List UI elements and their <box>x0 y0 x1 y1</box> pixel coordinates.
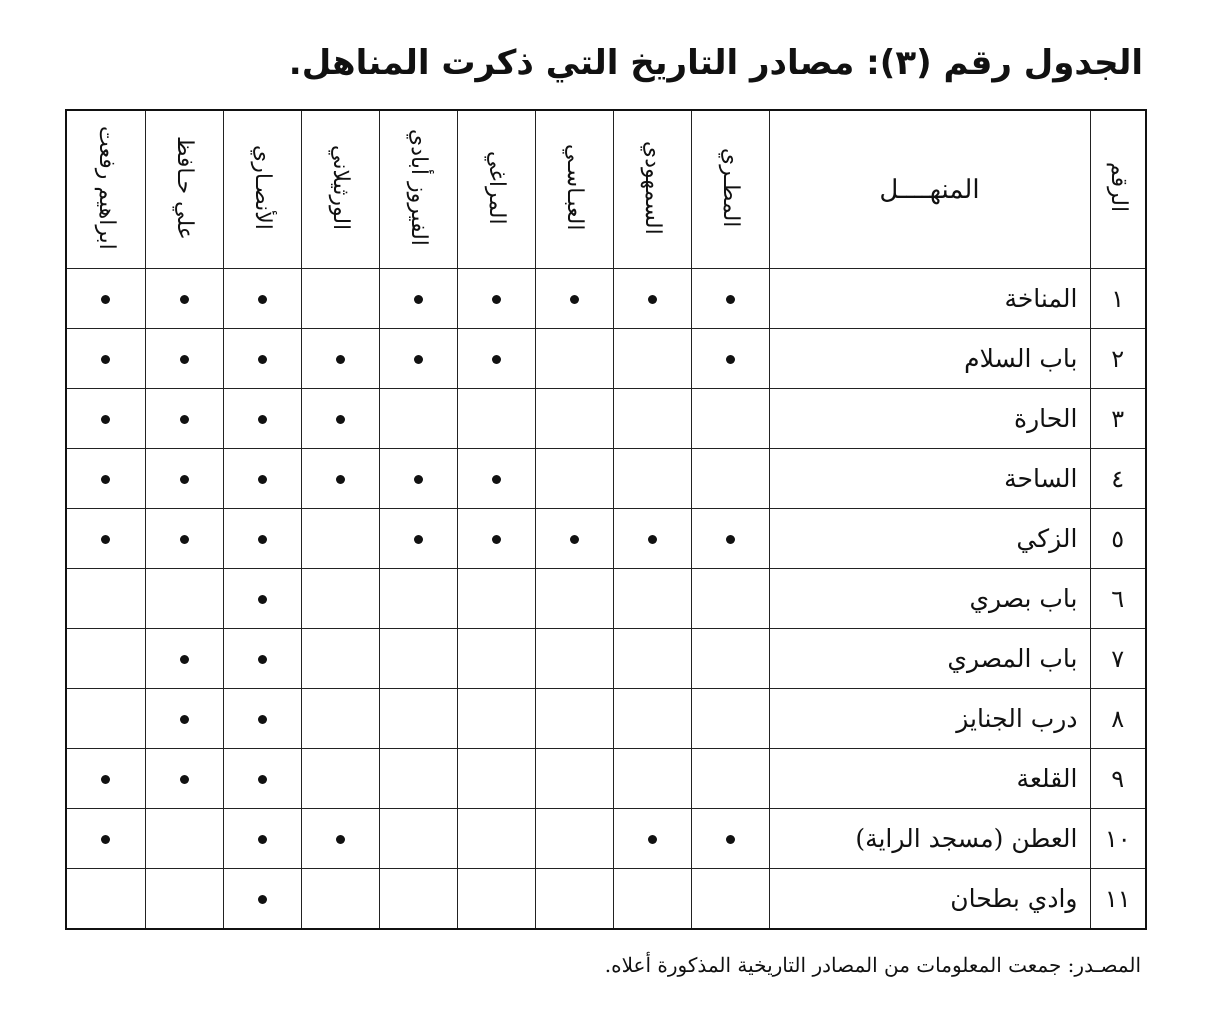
row-number: ٩ <box>1090 749 1146 809</box>
table-row <box>66 569 1146 629</box>
row-name: الساحة <box>769 449 1090 509</box>
mark-cell <box>691 869 769 930</box>
table-row <box>66 509 1146 569</box>
mark-cell <box>223 689 301 749</box>
mark-cell <box>457 689 535 749</box>
table-row <box>66 749 1146 809</box>
row-name: القلعة <box>769 749 1090 809</box>
bullet-mark <box>258 475 267 484</box>
table-row <box>66 689 1146 749</box>
mark-cell <box>613 329 691 389</box>
row-number: ١ <box>1090 269 1146 329</box>
mark-cell <box>223 449 301 509</box>
mark-cell <box>223 809 301 869</box>
mark-cell <box>535 749 613 809</box>
header-source <box>379 110 457 269</box>
mark-cell <box>535 389 613 449</box>
bullet-mark <box>336 835 345 844</box>
header-source <box>613 110 691 269</box>
mark-cell <box>223 569 301 629</box>
mark-cell <box>613 389 691 449</box>
mark-cell <box>379 869 457 930</box>
mark-cell <box>223 749 301 809</box>
mark-cell <box>613 269 691 329</box>
table-row <box>66 869 1146 930</box>
row-name: وادي بطحان <box>769 869 1090 930</box>
bullet-mark <box>258 715 267 724</box>
mark-cell <box>379 689 457 749</box>
bullet-mark <box>180 655 189 664</box>
mark-cell <box>535 689 613 749</box>
mark-cell <box>66 869 145 930</box>
mark-cell <box>613 869 691 930</box>
table-row <box>66 629 1146 689</box>
bullet-mark <box>101 355 110 364</box>
bullet-mark <box>258 295 267 304</box>
bullet-mark <box>492 355 501 364</box>
mark-cell <box>457 509 535 569</box>
mark-cell <box>535 629 613 689</box>
mark-cell <box>66 689 145 749</box>
mark-cell <box>301 269 379 329</box>
table-row <box>66 329 1146 389</box>
bullet-mark <box>258 535 267 544</box>
bullet-mark <box>258 895 267 904</box>
bullet-mark <box>648 535 657 544</box>
bullet-mark <box>336 415 345 424</box>
bullet-mark <box>414 295 423 304</box>
mark-cell <box>301 329 379 389</box>
row-name: الزكي <box>769 509 1090 569</box>
mark-cell <box>223 329 301 389</box>
bullet-mark <box>180 775 189 784</box>
mark-cell <box>457 269 535 329</box>
mark-cell <box>535 329 613 389</box>
header-source-label: السمهودي <box>640 140 665 235</box>
mark-cell <box>301 629 379 689</box>
mark-cell <box>301 389 379 449</box>
mark-cell <box>66 809 145 869</box>
bullet-mark <box>492 535 501 544</box>
sources-table <box>65 109 1147 930</box>
mark-cell <box>457 449 535 509</box>
bullet-mark <box>492 295 501 304</box>
table-body <box>66 269 1146 930</box>
bullet-mark <box>180 475 189 484</box>
mark-cell <box>457 749 535 809</box>
bullet-mark <box>726 355 735 364</box>
row-name: المناخة <box>769 269 1090 329</box>
bullet-mark <box>414 475 423 484</box>
mark-cell <box>457 869 535 930</box>
table-row <box>66 809 1146 869</box>
mark-cell <box>66 269 145 329</box>
mark-cell <box>691 689 769 749</box>
mark-cell <box>301 869 379 930</box>
header-number-label: الرقم <box>1105 162 1131 213</box>
bullet-mark <box>101 775 110 784</box>
mark-cell <box>223 389 301 449</box>
table-row <box>66 449 1146 509</box>
mark-cell <box>145 629 223 689</box>
mark-cell <box>379 809 457 869</box>
mark-cell <box>223 269 301 329</box>
bullet-mark <box>258 355 267 364</box>
mark-cell <box>379 749 457 809</box>
row-number: ١١ <box>1090 869 1146 930</box>
header-row <box>66 110 1146 269</box>
mark-cell <box>66 749 145 809</box>
header-source-label: الورثيلاني <box>328 144 353 231</box>
row-number: ٨ <box>1090 689 1146 749</box>
mark-cell <box>535 809 613 869</box>
mark-cell <box>223 629 301 689</box>
mark-cell <box>613 689 691 749</box>
row-name: العطن (مسجد الراية) <box>769 809 1090 869</box>
mark-cell <box>613 629 691 689</box>
mark-cell <box>66 449 145 509</box>
mark-cell <box>691 809 769 869</box>
bullet-mark <box>180 715 189 724</box>
bullet-mark <box>101 835 110 844</box>
mark-cell <box>145 749 223 809</box>
bullet-mark <box>336 355 345 364</box>
mark-cell <box>145 389 223 449</box>
header-source <box>145 110 223 269</box>
mark-cell <box>379 449 457 509</box>
row-number: ٥ <box>1090 509 1146 569</box>
mark-cell <box>223 509 301 569</box>
mark-cell <box>145 329 223 389</box>
mark-cell <box>535 449 613 509</box>
mark-cell <box>66 509 145 569</box>
row-name: باب المصري <box>769 629 1090 689</box>
header-source-label: ابراهيم رفعت <box>93 125 119 250</box>
mark-cell <box>301 749 379 809</box>
mark-cell <box>301 689 379 749</box>
header-source-label: علي حـافظ <box>172 135 197 240</box>
mark-cell <box>457 389 535 449</box>
mark-cell <box>613 449 691 509</box>
bullet-mark <box>180 535 189 544</box>
bullet-mark <box>258 415 267 424</box>
bullet-mark <box>180 295 189 304</box>
row-number: ٣ <box>1090 389 1146 449</box>
header-source <box>66 110 145 269</box>
mark-cell <box>613 569 691 629</box>
bullet-mark <box>336 475 345 484</box>
row-number: ٧ <box>1090 629 1146 689</box>
mark-cell <box>691 449 769 509</box>
bullet-mark <box>258 595 267 604</box>
bullet-mark <box>101 475 110 484</box>
header-source-label: المراغي <box>484 150 509 225</box>
header-source-label: الفيروز أبادي <box>406 129 431 246</box>
bullet-mark <box>258 655 267 664</box>
bullet-mark <box>101 295 110 304</box>
mark-cell <box>691 629 769 689</box>
mark-cell <box>301 509 379 569</box>
mark-cell <box>535 569 613 629</box>
mark-cell <box>691 749 769 809</box>
mark-cell <box>379 389 457 449</box>
header-source-label: الأنصـاري <box>250 145 275 230</box>
mark-cell <box>301 809 379 869</box>
table-row <box>66 389 1146 449</box>
bullet-mark <box>570 535 579 544</box>
mark-cell <box>535 509 613 569</box>
bullet-mark <box>492 475 501 484</box>
mark-cell <box>379 269 457 329</box>
header-source <box>457 110 535 269</box>
bullet-mark <box>414 535 423 544</box>
row-number: ٤ <box>1090 449 1146 509</box>
header-source-label: المطـري <box>718 147 743 228</box>
bullet-mark <box>180 355 189 364</box>
mark-cell <box>535 269 613 329</box>
mark-cell <box>301 449 379 509</box>
header-number <box>1090 110 1146 269</box>
mark-cell <box>301 569 379 629</box>
header-source-label: العبـاسـي <box>562 144 587 231</box>
bullet-mark <box>180 415 189 424</box>
mark-cell <box>145 809 223 869</box>
mark-cell <box>145 569 223 629</box>
row-number: ٢ <box>1090 329 1146 389</box>
bullet-mark <box>101 535 110 544</box>
mark-cell <box>66 629 145 689</box>
mark-cell <box>379 509 457 569</box>
mark-cell <box>145 449 223 509</box>
mark-cell <box>691 329 769 389</box>
mark-cell <box>66 329 145 389</box>
mark-cell <box>691 389 769 449</box>
mark-cell <box>613 809 691 869</box>
row-name: باب بصري <box>769 569 1090 629</box>
row-name: باب السلام <box>769 329 1090 389</box>
bullet-mark <box>726 295 735 304</box>
mark-cell <box>145 269 223 329</box>
mark-cell <box>613 509 691 569</box>
mark-cell <box>457 809 535 869</box>
bullet-mark <box>258 775 267 784</box>
table-title: الجدول رقم (٣): مصادر التاريخ التي ذكرت المناهل. <box>288 43 1143 83</box>
bullet-mark <box>648 835 657 844</box>
mark-cell <box>691 509 769 569</box>
header-source <box>691 110 769 269</box>
mark-cell <box>691 269 769 329</box>
mark-cell <box>379 629 457 689</box>
header-source <box>535 110 613 269</box>
bullet-mark <box>414 355 423 364</box>
mark-cell <box>691 569 769 629</box>
bullet-mark <box>101 415 110 424</box>
bullet-mark <box>570 295 579 304</box>
mark-cell <box>145 869 223 930</box>
mark-cell <box>379 329 457 389</box>
header-name-label: المنهــــل <box>879 174 980 205</box>
mark-cell <box>457 329 535 389</box>
mark-cell <box>145 509 223 569</box>
row-name: الحارة <box>769 389 1090 449</box>
bullet-mark <box>648 295 657 304</box>
mark-cell <box>457 569 535 629</box>
row-name: درب الجنايز <box>769 689 1090 749</box>
header-name <box>769 110 1090 269</box>
mark-cell <box>66 389 145 449</box>
row-number: ١٠ <box>1090 809 1146 869</box>
mark-cell <box>457 629 535 689</box>
bullet-mark <box>726 535 735 544</box>
mark-cell <box>535 869 613 930</box>
source-note: المصـدر: جمعت المعلومات من المصادر التاريخية المذكورة أعلاه. <box>604 953 1141 977</box>
row-number: ٦ <box>1090 569 1146 629</box>
mark-cell <box>223 869 301 930</box>
bullet-mark <box>258 835 267 844</box>
bullet-mark <box>726 835 735 844</box>
mark-cell <box>379 569 457 629</box>
header-source <box>301 110 379 269</box>
mark-cell <box>613 749 691 809</box>
mark-cell <box>66 569 145 629</box>
mark-cell <box>145 689 223 749</box>
header-source <box>223 110 301 269</box>
table-row <box>66 269 1146 329</box>
